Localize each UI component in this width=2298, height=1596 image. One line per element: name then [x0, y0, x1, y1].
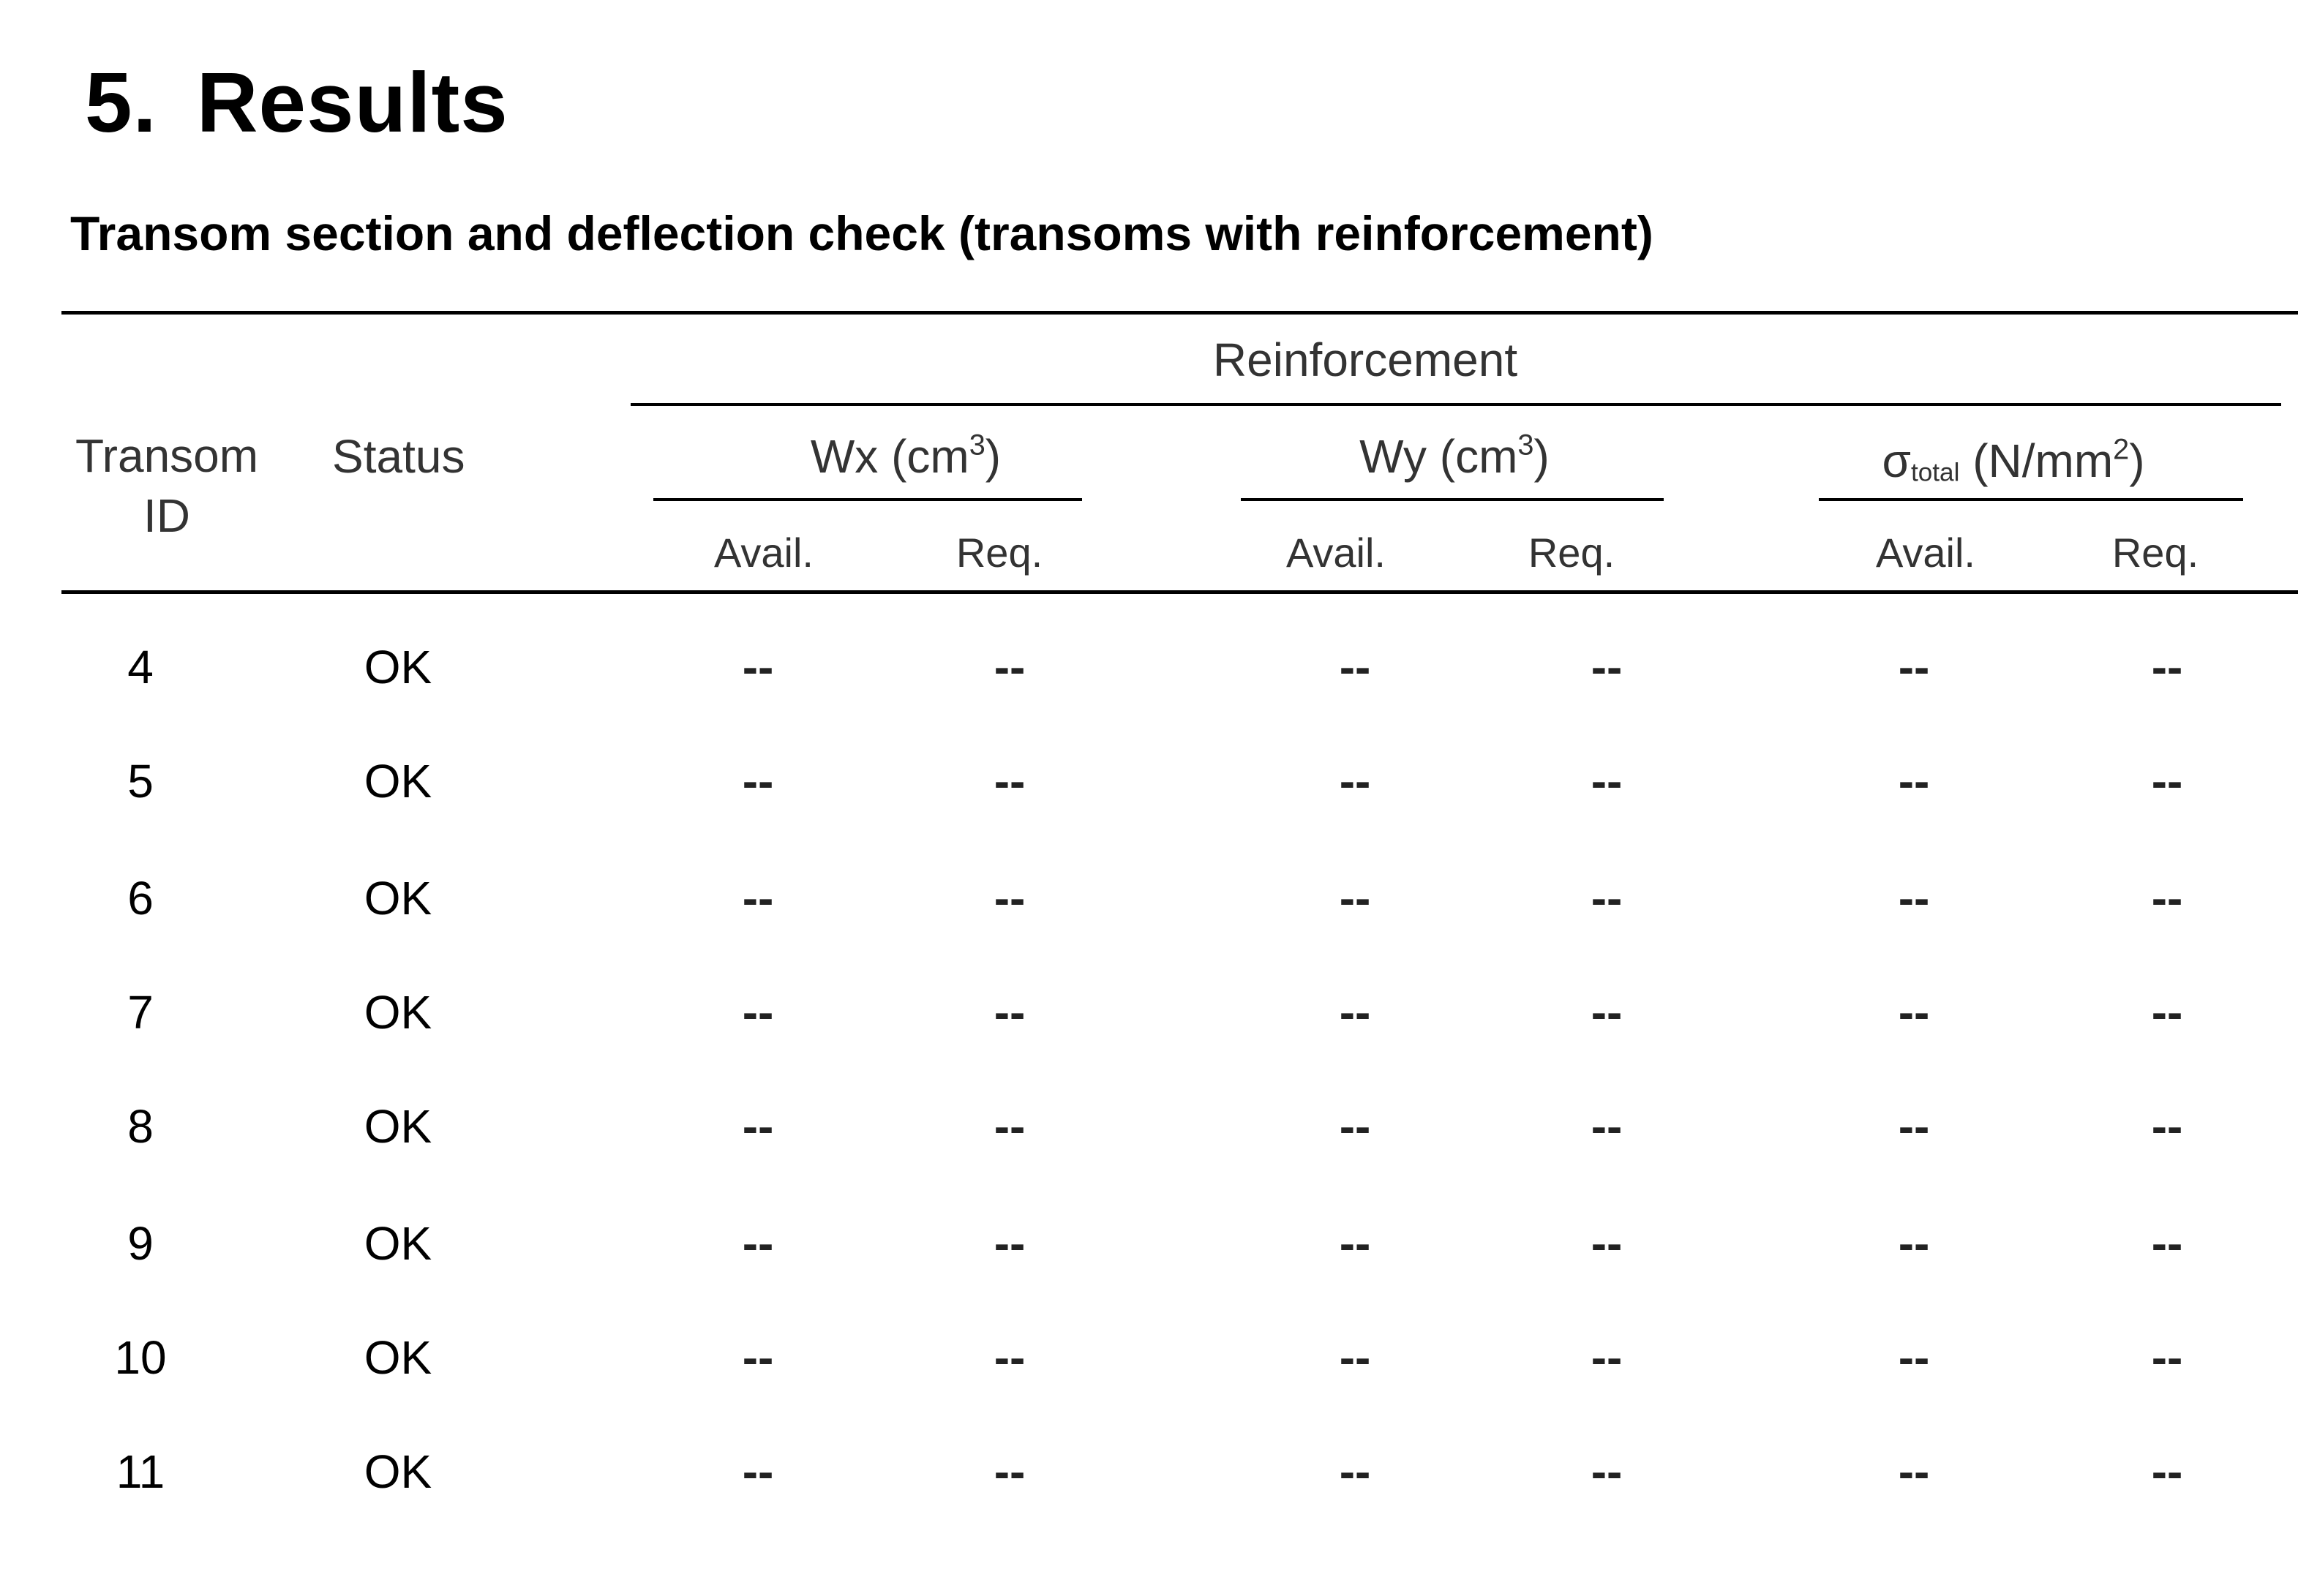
wy-req-cell: -- — [1591, 641, 1623, 693]
sigma-total-header — [1882, 433, 2145, 487]
table-top-rule — [61, 311, 2298, 315]
transom-id-header-line1: Transom — [75, 429, 259, 482]
sigma-req-cell: -- — [2151, 1217, 2183, 1270]
wy-avail-cell: -- — [1339, 755, 1371, 808]
status-cell: OK — [364, 1100, 432, 1153]
sigma-avail-header: Avail. — [1876, 530, 1975, 576]
status-cell: OK — [364, 986, 432, 1039]
sigma-avail-cell: -- — [1898, 872, 1930, 925]
sigma-symbol: σ — [1882, 434, 1911, 487]
wx-req-cell: -- — [994, 1217, 1026, 1270]
wy-req-cell: -- — [1591, 1217, 1623, 1270]
wx-req-cell: -- — [994, 641, 1026, 693]
wy-avail-cell: -- — [1339, 1331, 1371, 1384]
wy-avail-cell: -- — [1339, 872, 1371, 925]
reinforcement-group-rule — [631, 403, 2281, 406]
sigma-avail-cell: -- — [1898, 641, 1930, 693]
wx-req-cell: -- — [994, 1445, 1026, 1498]
wy-avail-cell: -- — [1339, 1100, 1371, 1153]
sigma-req-cell: -- — [2151, 872, 2183, 925]
sigma-group-rule — [1819, 498, 2243, 501]
sigma-avail-cell: -- — [1898, 1100, 1930, 1153]
status-cell: OK — [364, 1331, 432, 1384]
wx-req-cell: -- — [994, 1100, 1026, 1153]
page-title-number: 5. — [85, 55, 157, 150]
wx-req-cell: -- — [994, 1331, 1026, 1384]
status-cell: OK — [364, 755, 432, 808]
wx-header-exponent: 3 — [969, 429, 985, 462]
sigma-avail-cell: -- — [1898, 1217, 1930, 1270]
wx-avail-cell: -- — [742, 872, 774, 925]
sigma-req-cell: -- — [2151, 1100, 2183, 1153]
sigma-req-cell: -- — [2151, 755, 2183, 808]
wy-req-cell: -- — [1591, 755, 1623, 808]
sigma-unit: (N/mm — [1959, 434, 2114, 487]
transom-id-cell: 4 — [127, 641, 154, 693]
wx-req-cell: -- — [994, 872, 1026, 925]
transom-id-cell: 6 — [127, 872, 154, 925]
wy-header — [1359, 429, 1550, 483]
wx-avail-cell: -- — [742, 1331, 774, 1384]
table-header-bottom-rule — [61, 590, 2298, 594]
wy-avail-cell: -- — [1339, 986, 1371, 1039]
wy-group-rule — [1241, 498, 1664, 501]
sigma-avail-cell: -- — [1898, 986, 1930, 1039]
wy-req-cell: -- — [1591, 1331, 1623, 1384]
sigma-req-cell: -- — [2151, 1445, 2183, 1498]
wx-req-cell: -- — [994, 986, 1026, 1039]
wx-req-cell: -- — [994, 755, 1026, 808]
wx-header — [810, 429, 1002, 483]
reinforcement-header: Reinforcement — [1212, 334, 1518, 386]
status-header: Status — [332, 430, 465, 483]
sigma-avail-cell: -- — [1898, 1445, 1930, 1498]
sigma-avail-cell: -- — [1898, 1331, 1930, 1384]
status-cell: OK — [364, 641, 432, 693]
wx-avail-cell: -- — [742, 1217, 774, 1270]
wy-avail-cell: -- — [1339, 1217, 1371, 1270]
wx-avail-cell: -- — [742, 641, 774, 693]
wx-header-close: ) — [985, 430, 1002, 483]
sigma-req-cell: -- — [2151, 1331, 2183, 1384]
transom-id-cell: 11 — [116, 1445, 165, 1498]
page-title-text: Results — [196, 55, 508, 150]
wy-avail-header: Avail. — [1286, 530, 1386, 576]
wy-req-cell: -- — [1591, 1445, 1623, 1498]
wy-req-cell: -- — [1591, 986, 1623, 1039]
wy-req-header: Req. — [1528, 530, 1615, 576]
wx-req-header: Req. — [955, 530, 1043, 576]
status-cell: OK — [364, 1445, 432, 1498]
status-cell: OK — [364, 1217, 432, 1270]
wy-avail-cell: -- — [1339, 641, 1371, 693]
sigma-req-cell: -- — [2151, 986, 2183, 1039]
sigma-close: ) — [2129, 434, 2145, 487]
transom-id-header-line2: ID — [143, 489, 190, 542]
wx-avail-cell: -- — [742, 1100, 774, 1153]
page-title — [85, 55, 508, 150]
wy-req-cell: -- — [1591, 1100, 1623, 1153]
sigma-exponent: 2 — [2113, 433, 2130, 466]
wx-avail-cell: -- — [742, 755, 774, 808]
sigma-avail-cell: -- — [1898, 755, 1930, 808]
section-title: Transom section and deflection check (transoms with reinforcement) — [70, 206, 1653, 260]
sigma-req-header: Req. — [2111, 530, 2199, 576]
wy-header-label: Wy (cm — [1359, 430, 1518, 483]
transom-id-cell: 7 — [127, 986, 154, 1039]
sigma-req-cell: -- — [2151, 641, 2183, 693]
wx-avail-cell: -- — [742, 986, 774, 1039]
sigma-subscript: total — [1910, 458, 1960, 487]
wy-header-close: ) — [1533, 430, 1550, 483]
transom-id-cell: 5 — [127, 755, 154, 808]
transom-id-cell: 9 — [127, 1217, 154, 1270]
wy-header-exponent: 3 — [1517, 429, 1534, 462]
wy-avail-cell: -- — [1339, 1445, 1371, 1498]
transom-id-cell: 8 — [127, 1100, 154, 1153]
wx-avail-header: Avail. — [714, 530, 814, 576]
wy-req-cell: -- — [1591, 872, 1623, 925]
wx-header-label: Wx (cm — [810, 430, 969, 483]
wx-avail-cell: -- — [742, 1445, 774, 1498]
wx-group-rule — [653, 498, 1082, 501]
transom-id-header — [57, 426, 277, 546]
status-cell: OK — [364, 872, 432, 925]
transom-id-cell: 10 — [114, 1331, 167, 1384]
